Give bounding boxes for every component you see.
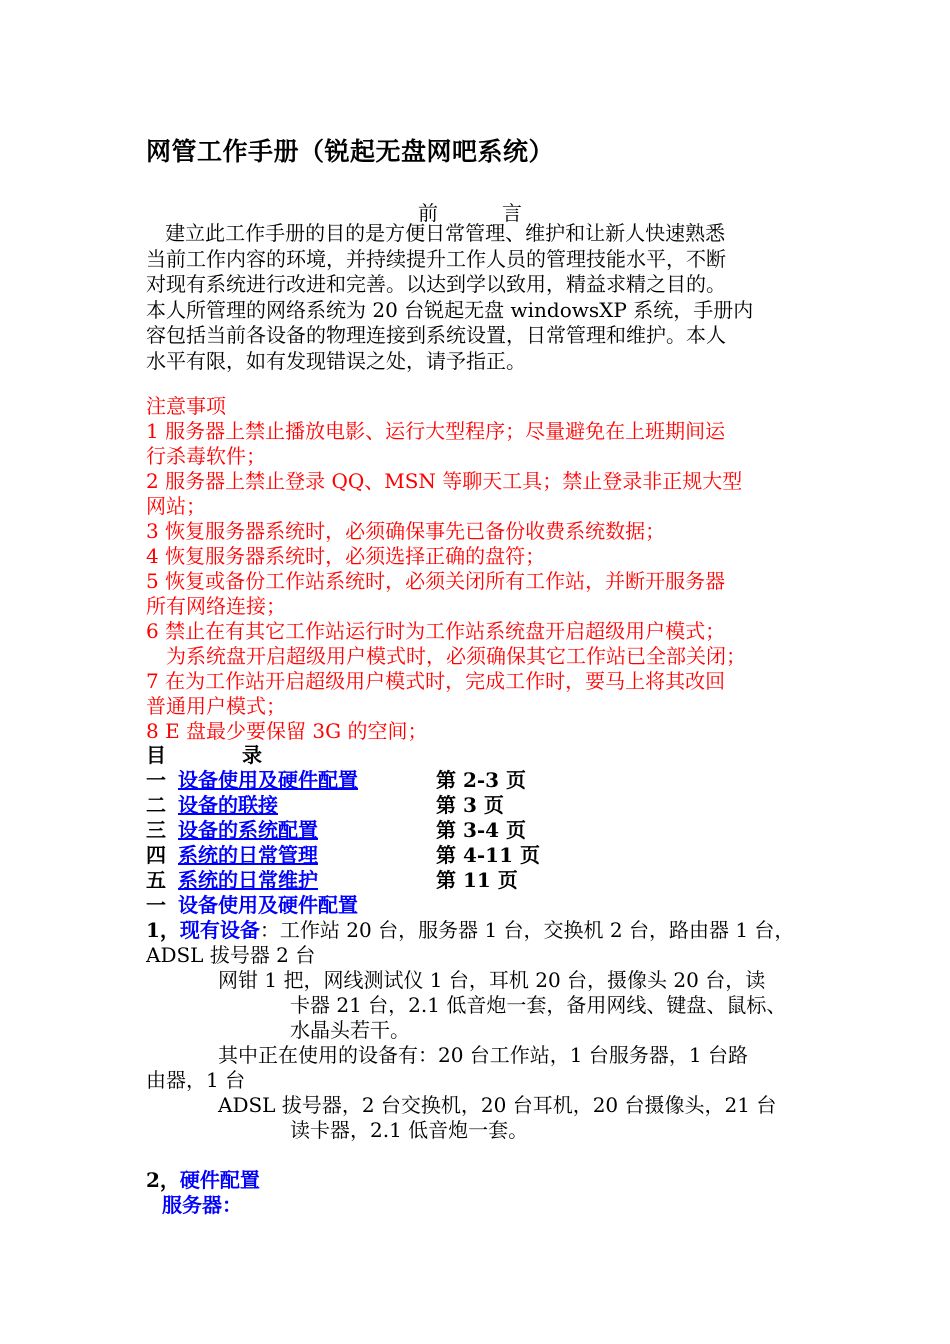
- toc-item-number: 五: [146, 868, 166, 892]
- toc-item-number: 二: [146, 793, 166, 817]
- toc-item-page: 第 4-11 页: [436, 843, 540, 867]
- note-line: 3 恢复服务器系统时，必须确保事先已备份收费系统数据；: [146, 519, 666, 543]
- preface-line: 本人所管理的网络系统为 20 台锐起无盘 windowsXP 系统，手册内: [146, 297, 754, 322]
- hardware-config-line: [146, 1168, 846, 1193]
- toc-heading-left: 目: [146, 743, 166, 767]
- server-label-line: [146, 1193, 846, 1218]
- preface-line: 容包括当前各设备的物理连接到系统设置，日常管理和维护。本人: [146, 323, 726, 347]
- existing-equipment-text: 工作站 20 台，服务器 1 台，交换机 2 台，路由器 1 台，: [279, 918, 795, 942]
- toc-heading: [146, 743, 846, 768]
- notes-heading: 注意事项: [146, 394, 226, 418]
- note-line: 8 E 盘最少要保留 3G 的空间；: [146, 719, 428, 743]
- toc-item-number: 四: [146, 843, 166, 867]
- toc-item-page: 第 3-4 页: [436, 818, 527, 842]
- body-line: 卡器 21 台，2.1 低音炮一套，备用网线、键盘、鼠标、: [290, 993, 787, 1017]
- toc-link-system-config[interactable]: 设备的系统配置: [178, 818, 318, 842]
- body-line: 其中正在使用的设备有：20 台工作站，1 台服务器，1 台路: [218, 1043, 748, 1067]
- toc-link-daily-maintenance[interactable]: 系统的日常维护: [178, 868, 318, 892]
- toc-item-page: 第 2-3 页: [436, 768, 527, 792]
- preface-heading-left: 前: [418, 201, 438, 225]
- label-colon: ：: [259, 918, 280, 942]
- existing-equipment-line: [146, 918, 846, 943]
- note-line: 行杀毒软件；: [146, 444, 266, 468]
- toc-item: [146, 843, 846, 868]
- toc-link-daily-management[interactable]: 系统的日常管理: [178, 843, 318, 867]
- note-line: 网站；: [146, 494, 206, 518]
- toc-link-hardware[interactable]: 设备使用及硬件配置: [178, 768, 358, 792]
- item-prefix: 1，: [146, 918, 180, 942]
- note-line: 5 恢复或备份工作站系统时，必须关闭所有工作站，并断开服务器: [146, 569, 726, 593]
- toc-heading-right: 录: [242, 743, 262, 767]
- preface-line: 水平有限，如有发现错误之处，请予指正。: [146, 348, 526, 373]
- note-line: 4 恢复服务器系统时，必须选择正确的盘符；: [146, 544, 546, 568]
- toc-item-page: 第 11 页: [436, 868, 518, 892]
- preface-paragraph: [146, 221, 806, 374]
- toc-item-page: 第 3 页: [436, 793, 504, 817]
- table-of-contents: [146, 743, 846, 1218]
- section-heading: [146, 893, 846, 918]
- section-title: 设备使用及硬件配置: [178, 893, 358, 917]
- server-label: 服务器：: [162, 1193, 242, 1217]
- preface-line: 对现有系统进行改进和完善。以达到学以致用，精益求精之目的。: [146, 272, 726, 296]
- page-title: 网管工作手册（锐起无盘网吧系统）: [146, 137, 555, 166]
- toc-item-number: 一: [146, 768, 166, 792]
- hardware-config-label: 硬件配置: [179, 1168, 260, 1192]
- note-line: 1 服务器上禁止播放电影、运行大型程序；尽量避免在上班期间运: [146, 419, 726, 443]
- existing-equipment-label: 现有设备: [179, 918, 260, 942]
- body-line: 网钳 1 把，网线测试仪 1 台，耳机 20 台，摄像头 20 台，读: [218, 968, 766, 992]
- toc-item: [146, 793, 846, 818]
- note-line: 2 服务器上禁止登录 QQ、MSN 等聊天工具；禁止登录非正规大型: [146, 469, 743, 493]
- note-line: 所有网络连接；: [146, 594, 286, 618]
- section-number: 一: [146, 893, 166, 917]
- preface-heading-right: 言: [502, 201, 522, 225]
- toc-link-connection[interactable]: 设备的联接: [178, 793, 278, 817]
- note-line: 普通用户模式；: [146, 694, 286, 718]
- toc-item-number: 三: [146, 818, 166, 842]
- body-line: 读卡器，2.1 低音炮一套。: [290, 1118, 529, 1142]
- notes-section: [146, 394, 826, 744]
- toc-item: [146, 868, 846, 893]
- toc-item: [146, 768, 846, 793]
- note-line: 6 禁止在有其它工作站运行时为工作站系统盘开启超级用户模式；: [146, 619, 726, 643]
- body-line: ADSL 拔号器，2 台交换机，20 台耳机，20 台摄像头，21 台: [218, 1093, 777, 1117]
- item-prefix: 2，: [146, 1168, 180, 1192]
- note-line: 7 在为工作站开启超级用户模式时，完成工作时，要马上将其改回: [146, 669, 726, 693]
- preface-line: 建立此工作手册的目的是方便日常管理、维护和让新人快速熟悉: [146, 221, 726, 245]
- body-line: ADSL 拔号器 2 台: [146, 943, 316, 967]
- toc-item: [146, 818, 846, 843]
- note-line: 为系统盘开启超级用户模式时，必须确保其它工作站已全部关闭；: [166, 644, 746, 668]
- preface-line: 当前工作内容的环境，并持续提升工作人员的管理技能水平，不断: [146, 246, 726, 271]
- body-line: 水晶头若干。: [290, 1018, 410, 1042]
- body-line: 由器，1 台: [146, 1068, 246, 1092]
